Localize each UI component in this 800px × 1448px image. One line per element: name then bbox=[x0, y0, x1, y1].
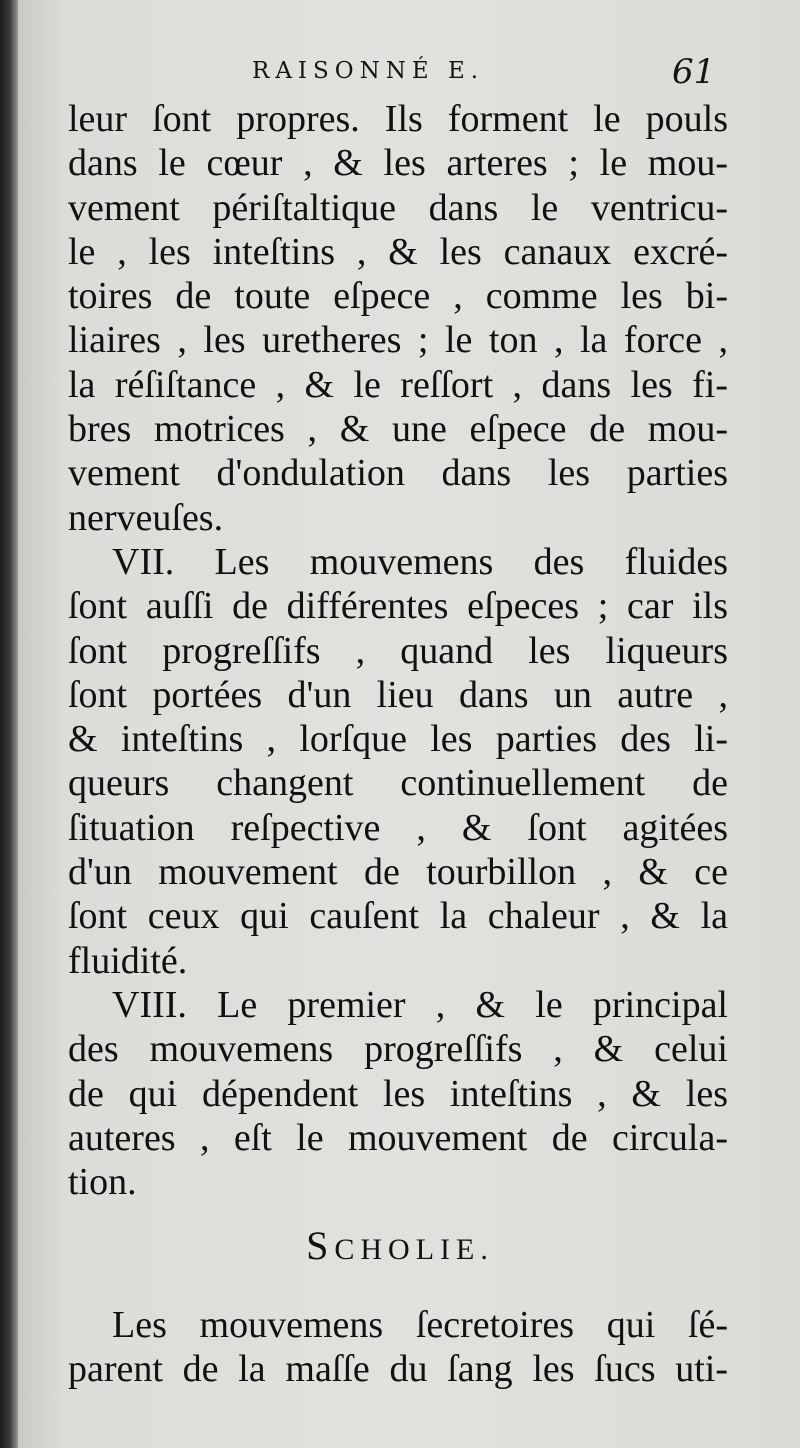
text-line: ſont portées d'un lieu dans un autre , bbox=[68, 673, 728, 716]
section-heading-initial: S bbox=[306, 1223, 335, 1268]
text-line: leur ſont propres. Ils forment le pouls bbox=[68, 98, 728, 140]
text-line: tion. bbox=[68, 1161, 137, 1204]
text-line: le , les inteſtins , & les canaux excré- bbox=[68, 230, 728, 273]
section-heading-rest: CHOLIE. bbox=[334, 1233, 494, 1266]
text-line: ſont ceux qui cauſent la chaleur , & la bbox=[68, 895, 728, 938]
text-line: auteres , eſt le mouvement de circula- bbox=[68, 1116, 728, 1159]
page-number: 61 bbox=[672, 52, 716, 92]
text-line: ſituation reſpective , & ſont agitées bbox=[68, 806, 728, 849]
text-line: fluidité. bbox=[68, 939, 188, 982]
text-line: VII. Les mouvemens des fluides bbox=[112, 540, 728, 583]
text-line: liaires , les uretheres ; le ton , la force , bbox=[68, 319, 728, 362]
text-line: parent de la maſſe du ſang les ſucs uti- bbox=[68, 1348, 728, 1391]
text-line: vement d'ondulation dans les parties bbox=[68, 452, 728, 495]
text-line: bres motrices , & une eſpece de mou- bbox=[68, 408, 728, 451]
text-line: queurs changent continuellement de bbox=[68, 762, 728, 805]
text-line: toires de toute eſpece , comme les bi- bbox=[68, 275, 728, 318]
running-head bbox=[0, 52, 800, 92]
text-line: la réſiſtance , & le reſſort , dans les fi- bbox=[68, 363, 728, 406]
section-heading bbox=[0, 1222, 800, 1269]
scholie-text bbox=[68, 1303, 728, 1392]
text-line: des mouvemens progreſſifs , & celui bbox=[68, 1028, 728, 1071]
text-line: & inteſtins , lorſque les parties des li- bbox=[68, 718, 728, 761]
text-line: de qui dépendent les inteſtins , & les bbox=[68, 1072, 728, 1115]
text-line: dans le cœur , & les arteres ; le mou- bbox=[68, 142, 728, 185]
text-line: ſont progreſſifs , quand les liqueurs bbox=[68, 629, 728, 672]
text-line: Les mouvemens ſecretoires qui ſé- bbox=[112, 1304, 728, 1346]
text-line: nerveuſes. bbox=[68, 496, 224, 539]
main-text bbox=[68, 97, 728, 1204]
text-line: ſont auſſi de différentes eſpeces ; car ils bbox=[68, 585, 728, 628]
text-line: d'un mouvement de tourbillon , & ce bbox=[68, 851, 728, 894]
text-line: vement périſtaltique dans le ventricu- bbox=[68, 186, 728, 229]
running-head-title: RAISONNÉ E. bbox=[252, 58, 485, 84]
text-line: VIII. Le premier , & le principal bbox=[112, 983, 728, 1026]
